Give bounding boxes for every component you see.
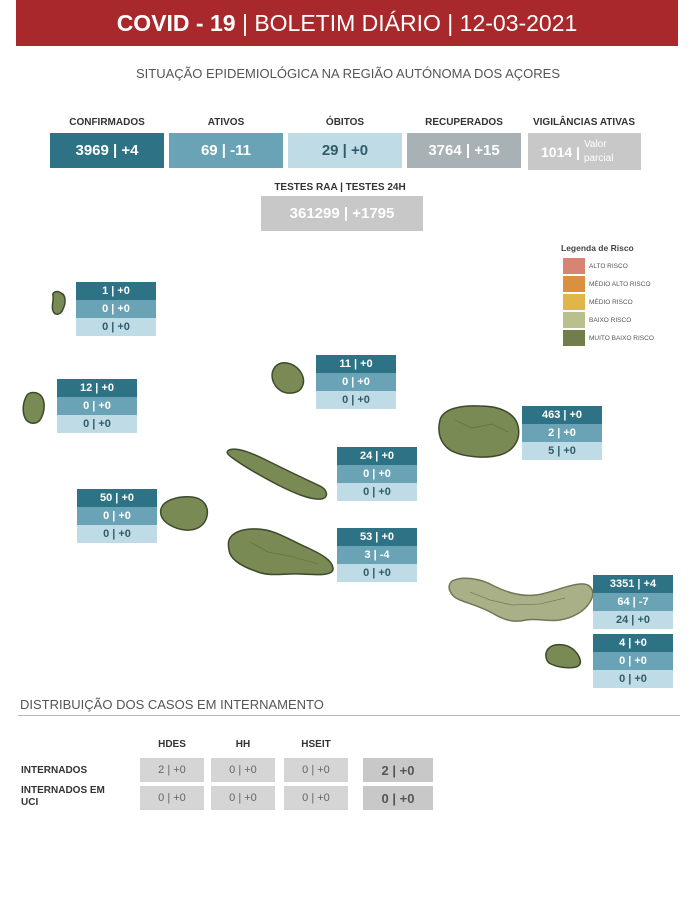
legend-label-medio: MÉDIO RISCO: [589, 298, 633, 306]
kpi-vigilancias-note: Valor parcial: [583, 138, 614, 164]
kpi-confirmados-label: CONFIRMADOS: [69, 117, 145, 128]
graciosa-confirmados: 11 | +0: [316, 355, 396, 373]
legend-title: Legenda de Risco: [561, 243, 634, 253]
pico-obitos: 0 | +0: [337, 564, 417, 582]
legend-label-baixo: BAIXO RISCO: [589, 316, 632, 324]
santamaria-confirmados: 4 | +0: [593, 634, 673, 652]
terceira-ativos: 2 | +0: [522, 424, 602, 442]
legend-label-muito-baixo: MUITO BAIXO RISCO: [589, 334, 654, 342]
kpi-vigilancias-label: VIGILÂNCIAS ATIVAS: [532, 117, 636, 128]
uci-hh: 0 | +0: [211, 786, 275, 810]
graciosa-obitos: 0 | +0: [316, 391, 396, 409]
saomiguel-confirmados: 3351 | +4: [593, 575, 673, 593]
kpi-obitos-label: ÓBITOS: [325, 117, 365, 128]
pico-confirmados: 53 | +0: [337, 528, 417, 546]
terceira-confirmados: 463 | +0: [522, 406, 602, 424]
saojorge-ativos: 0 | +0: [337, 465, 417, 483]
terceira-obitos: 5 | +0: [522, 442, 602, 460]
kpi-vigilancias-number: 1014 |: [541, 143, 580, 160]
faial-obitos: 0 | +0: [77, 525, 157, 543]
santamaria-obitos: 0 | +0: [593, 670, 673, 688]
flores-ativos: 0 | +0: [57, 397, 137, 415]
pico-ativos: 3 | -4: [337, 546, 417, 564]
saomiguel-ativos: 64 | -7: [593, 593, 673, 611]
kpi-ativos-label: ATIVOS: [207, 117, 245, 128]
col-hdes: HDES: [158, 739, 186, 750]
saojorge-obitos: 0 | +0: [337, 483, 417, 501]
internados-total: 2 | +0: [363, 758, 433, 782]
flores-confirmados: 12 | +0: [57, 379, 137, 397]
island-santamaria-shape: [546, 645, 580, 668]
kpi-recuperados-label: RECUPERADOS: [425, 117, 503, 128]
internamento-divider: [18, 715, 680, 716]
internados-hdes: 2 | +0: [140, 758, 204, 782]
kpi-recuperados-value: 3764 | +15: [407, 133, 521, 168]
kpi-ativos-value: 69 | -11: [169, 133, 283, 168]
corvo-ativos: 0 | +0: [76, 300, 156, 318]
legend-label-alto: ALTO RISCO: [589, 262, 628, 270]
island-graciosa-shape: [272, 363, 304, 393]
saojorge-confirmados: 24 | +0: [337, 447, 417, 465]
uci-hdes: 0 | +0: [140, 786, 204, 810]
header-title-rest: | BOLETIM DIÁRIO | 12-03-2021: [235, 9, 578, 36]
graciosa-ativos: 0 | +0: [316, 373, 396, 391]
island-saojorge-shape: [227, 449, 326, 499]
page-subtitle: SITUAÇÃO EPIDEMIOLÓGICA NA REGIÃO AUTÓNOMA DOS AÇORES: [135, 66, 561, 81]
island-saomiguel-shape: [449, 578, 593, 621]
legend-label-medio-alto: MÉDIO ALTO RISCO: [589, 280, 651, 288]
corvo-obitos: 0 | +0: [76, 318, 156, 336]
island-faial-shape: [161, 497, 208, 530]
col-hh: HH: [235, 739, 251, 750]
faial-ativos: 0 | +0: [77, 507, 157, 525]
kpi-testes-label: TESTES RAA | TESTES 24H: [274, 182, 406, 193]
header-title-bold: COVID - 19: [116, 9, 236, 36]
island-corvo-shape: [52, 292, 65, 315]
saomiguel-obitos: 24 | +0: [593, 611, 673, 629]
island-flores-shape: [23, 393, 44, 424]
internamento-title: DISTRIBUIÇÃO DOS CASOS EM INTERNAMENTO: [20, 697, 324, 712]
internados-hseit: 0 | +0: [284, 758, 348, 782]
flores-obitos: 0 | +0: [57, 415, 137, 433]
faial-confirmados: 50 | +0: [77, 489, 157, 507]
santamaria-ativos: 0 | +0: [593, 652, 673, 670]
row-uci-label: INTERNADOS EM UCI: [21, 785, 105, 808]
uci-total: 0 | +0: [363, 786, 433, 810]
island-pico-shape: [228, 529, 333, 575]
col-hseit: HSEIT: [301, 739, 331, 750]
internados-hh: 0 | +0: [211, 758, 275, 782]
row-internados-label: INTERNADOS: [21, 765, 88, 776]
uci-hseit: 0 | +0: [284, 786, 348, 810]
corvo-confirmados: 1 | +0: [76, 282, 156, 300]
kpi-confirmados-value: 3969 | +4: [50, 133, 164, 168]
kpi-obitos-value: 29 | +0: [288, 133, 402, 168]
kpi-testes-value: 361299 | +1795: [261, 196, 423, 231]
